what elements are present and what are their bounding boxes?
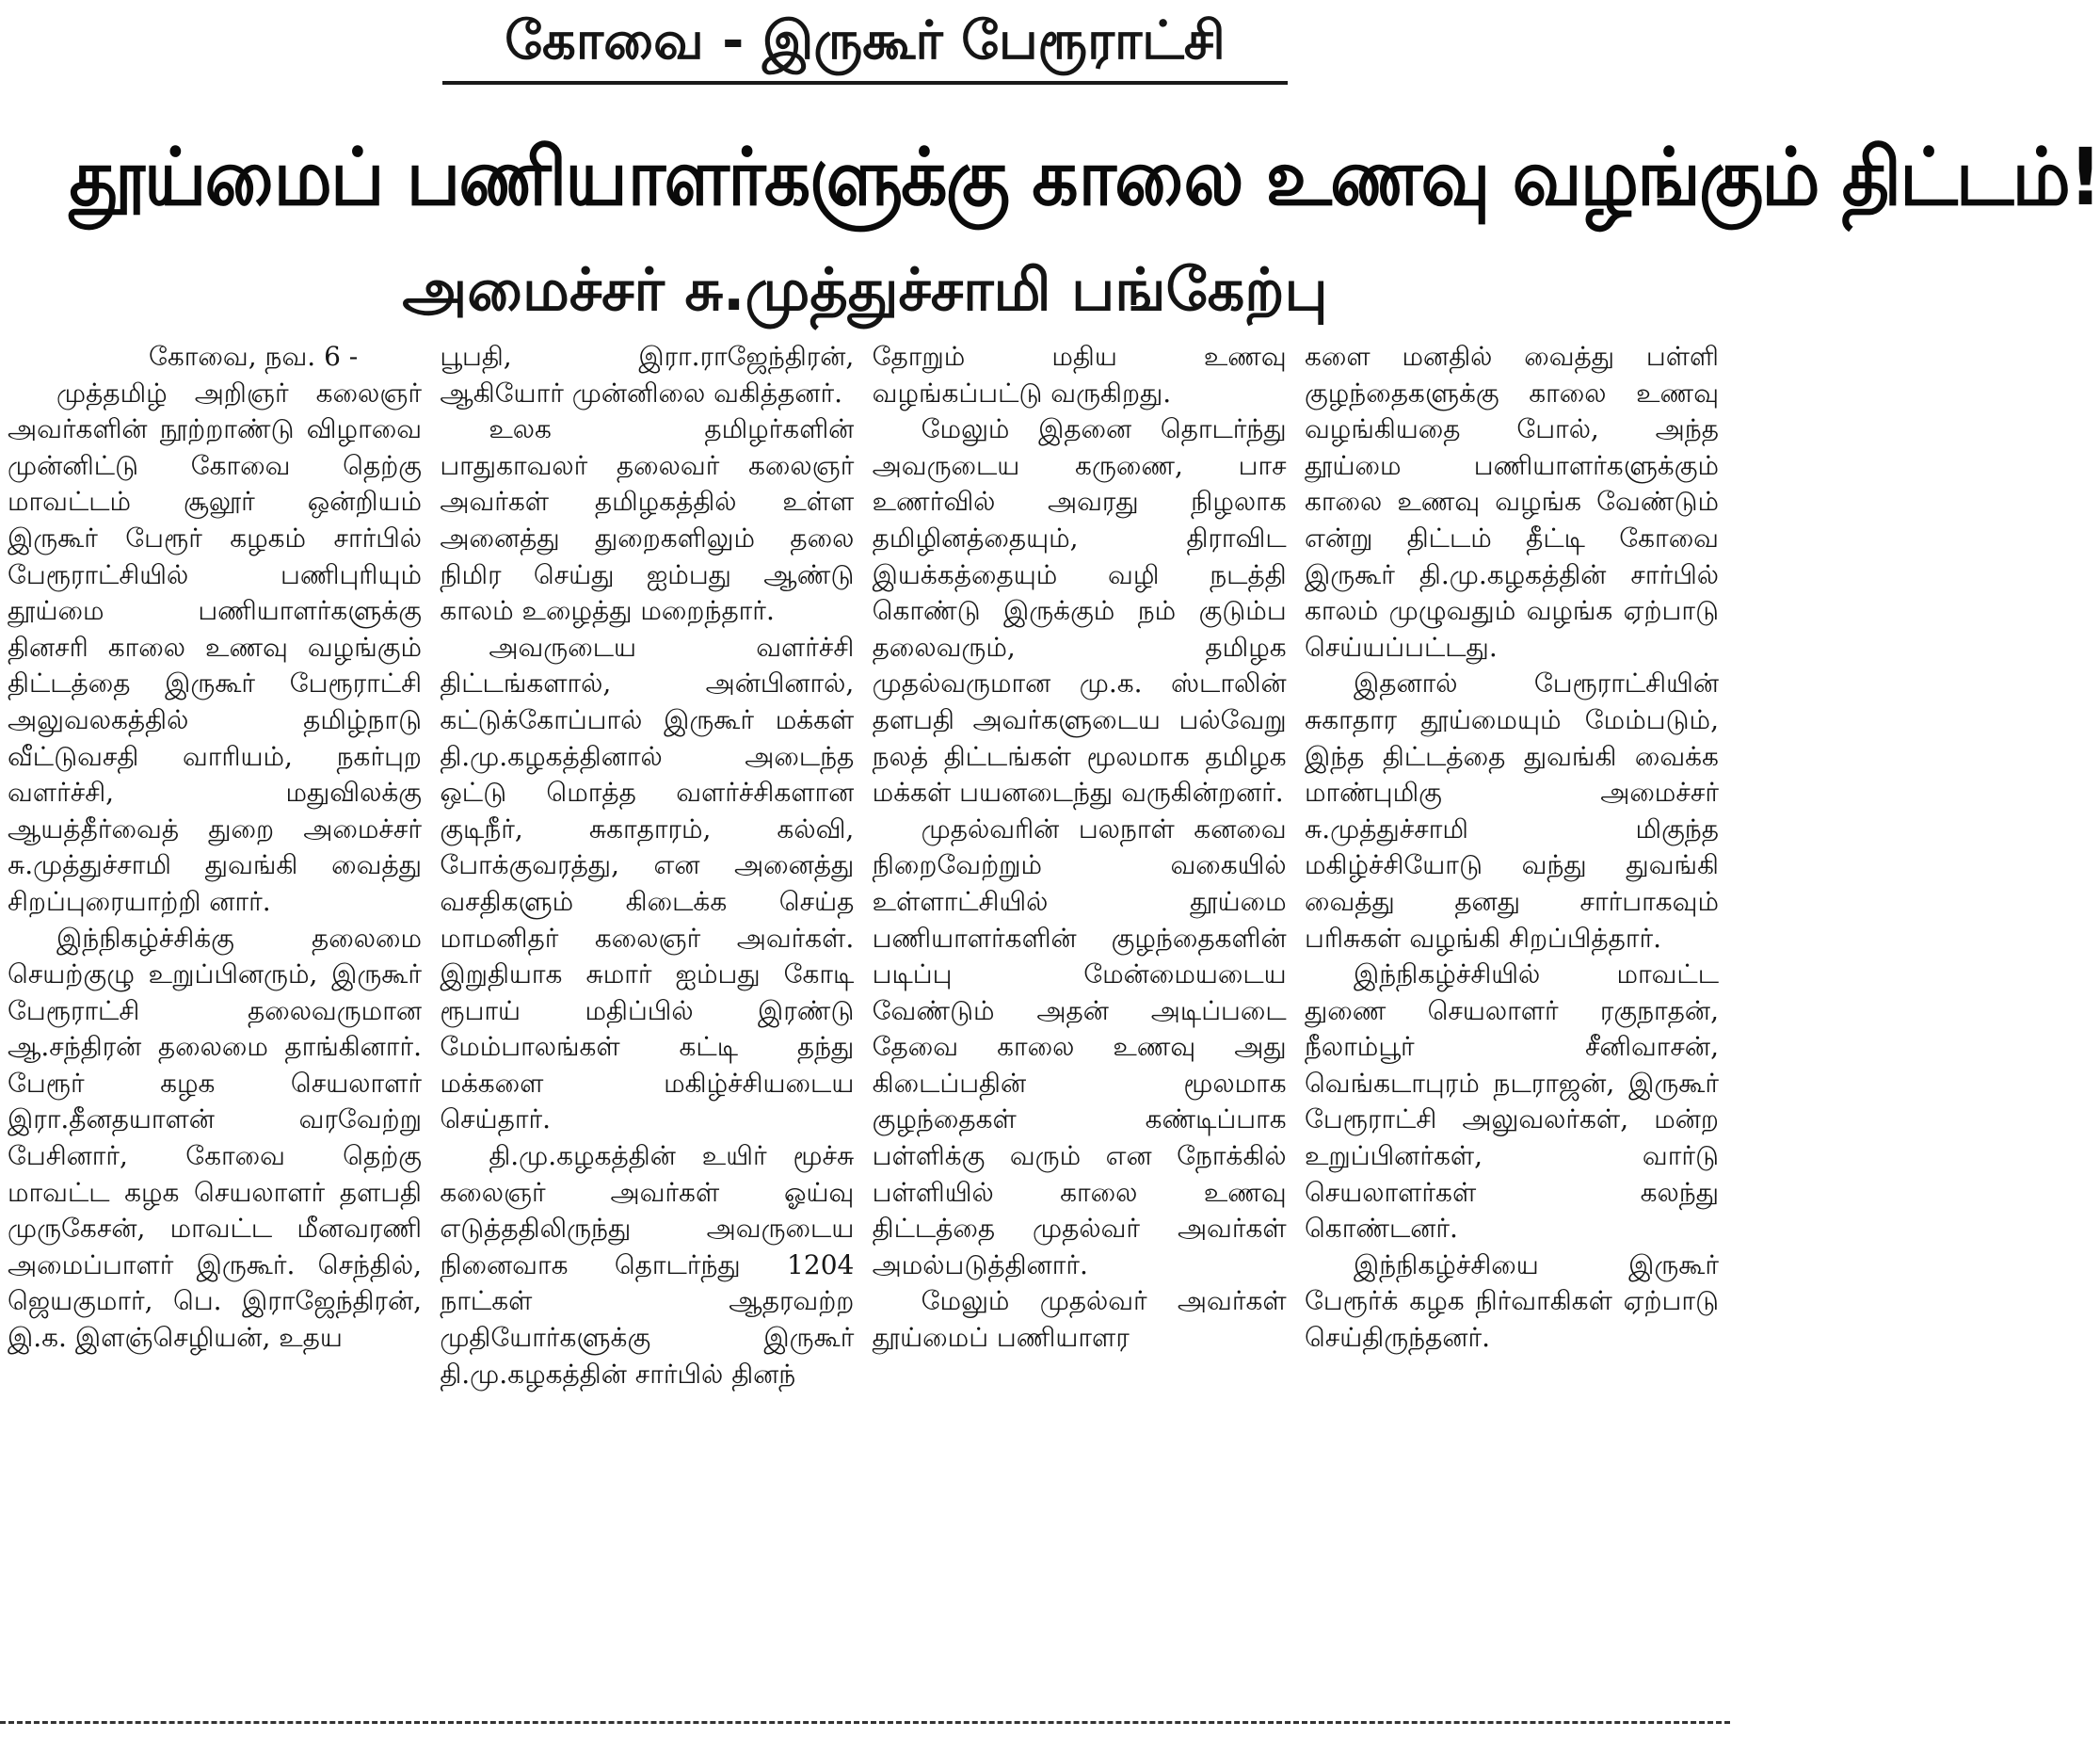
paragraph: தி.மு.கழகத்தின் உயிர் மூச்சு கலைஞர் அவர்கள் ஓய்வு எடுத்ததிலிருந்து அவருடைய நினைவாக தொடர்ந்து 1204 நாட்கள் ஆதரவற்ற முதியோர்களுக்கு இருகூர் தி.மு.கழகத்தின் சார்பில் தினந் [440,1140,855,1390]
paragraph: களை மனதில் வைத்து பள்ளி குழந்தைகளுக்கு காலை உணவு வழங்கியதை போல், அந்த தூய்மை பணியாளர்களுக்கும் காலை உணவு வழங்க வேண்டும் என்று திட்டம் தீட்டி கோவை இருகூர் தி.மு.கழகத்தின் சார்பில் காலம் முழுவதும் வழங்க ஏற்பாடு செய்யப்பட்டது. [1304,341,1719,663]
subheadline: அமைச்சர் சு.முத்துச்சாமி பங்கேற்பு [402,255,1328,324]
paragraph: இந்நிகழ்ச்சிக்கு தலைமை செயற்குழு உறுப்பினரும், இருகூர் பேரூராட்சி தலைவருமான ஆ.சந்திரன் தலைமை தாங்கினார். பேரூர் கழக செயலாளர் இரா.தீனதயாளன் வரவேற்று பேசினார், கோவை தெற்கு மாவட்ட கழக செயலாளர் தளபதி முருகேசன், மாவட்ட மீனவரணி அமைப்பாளர் இருகூர். செந்தில், ஜெயகுமார், பெ. இராஜேந்திரன், இ.க. இளஞ்செழியன், உதய [8,922,422,1354]
kicker-title: கோவை - இருகூர் பேரூராட்சி [505,10,1226,72]
paragraph: இந்நிகழ்ச்சியை இருகூர் பேரூர்க் கழக நிர்வாகிகள் ஏற்பாடு செய்திருந்தனர். [1304,1248,1719,1354]
dateline: கோவை, நவ. 6 - [149,341,359,372]
paragraph: பூபதி, இரா.ராஜேந்திரன், ஆகியோர் முன்னிலை வகித்தனர். [440,341,855,409]
paragraph: முதல்வரின் பலநாள் கனவை நிறைவேற்றும் வகையில் உள்ளாட்சியில் தூய்மை பணியாளர்களின் குழந்தைகளின் படிப்பு மேன்மையடைய வேண்டும் அதன் அடிப்படை தேவை காலை உணவு அது கிடைப்பதின் மூலமாக குழந்தைகள் கண்டிப்பாக பள்ளிக்கு வரும் என நோக்கில் பள்ளியில் காலை உணவு திட்டத்தை முதல்வர் அவர்கள் அமல்படுத்தினார். [872,813,1287,1280]
article-column-1 [8,339,422,1695]
article-column-2 [440,339,854,1695]
paragraph: இதனால் பேரூராட்சியின் சுகாதார தூய்மையும் மேம்படும், இந்த திட்டத்தை துவங்கி வைக்க மாண்புமிகு அமைச்சர் சு.முத்துச்சாமி மிகுந்த மகிழ்ச்சியோடு வந்து துவங்கி வைத்து தனது சார்பாகவும் பரிசுகள் வழங்கி சிறப்பித்தார். [1304,668,1719,954]
paragraph: தோறும் மதிய உணவு வழங்கப்பட்டு வருகிறது. [872,341,1287,409]
paragraph: மேலும் முதல்வர் அவர்கள் தூய்மைப் பணியாளர [872,1285,1287,1354]
paragraph: அவருடைய வளர்ச்சி திட்டங்களால், அன்பினால், கட்டுக்கோப்பால் இருகூர் மக்கள் தி.மு.கழகத்தினால் அடைந்த ஒட்டு மொத்த வளர்ச்சிகளான குடிநீர், சுகாதாரம், கல்வி, போக்குவரத்து, என அனைத்து வசதிகளும் கிடைக்க செய்த மாமனிதர் கலைஞர் அவர்கள். இறுதியாக சுமார் ஐம்பது கோடி ரூபாய் மதிப்பில் இரண்டு மேம்பாலங்கள் கட்டி தந்து மக்களை மகிழ்ச்சியடைய செய்தார். [440,631,855,1135]
paragraph: மேலும் இதனை தொடர்ந்து அவருடைய கருணை, பாச உணர்வில் அவரது நிழலாக தமிழினத்தையும், திராவிட இயக்கத்தையும் வழி நடத்தி கொண்டு இருக்கும் நம் குடும்ப தலைவரும், தமிழக முதல்வருமான மு.க. ஸ்டாலின் தளபதி அவர்களுடைய பல்வேறு நலத் திட்டங்கள் மூலமாக தமிழக மக்கள் பயனடைந்து வருகின்றனர். [872,413,1287,809]
paragraph: உலக தமிழர்களின் பாதுகாவலர் தலைவர் கலைஞர் அவர்கள் தமிழகத்தில் உள்ள அனைத்து துறைகளிலும் தலை நிமிர செய்து ஐம்பது ஆண்டு காலம் உழைத்து மறைந்தார். [440,413,855,627]
paragraph: முத்தமிழ் அறிஞர் கலைஞர் அவர்களின் நூற்றாண்டு விழாவை முன்னிட்டு கோவை தெற்கு மாவட்டம் சூலூர் ஒன்றியம் இருகூர் பேரூர் கழகம் சார்பில் பேரூராட்சியில் பணிபுரியும் தூய்மை பணியாளர்களுக்கு தினசரி காலை உணவு வழங்கும் திட்டத்தை இருகூர் பேரூராட்சி அலுவலகத்தில் தமிழ்நாடு வீட்டுவசதி வாரியம், நகர்புற வளர்ச்சி, மதுவிலக்கு ஆயத்தீர்வைத் துறை அமைச்சர் சு.முத்துச்சாமி துவங்கி வைத்து சிறப்புரையாற்றி னார். [8,377,422,917]
article-column-4 [1305,339,1719,1695]
paragraph: இந்நிகழ்ச்சியில் மாவட்ட துணை செயலாளர் ரகுநாதன், நீலாம்பூர் சீனிவாசன், வெங்கடாபுரம் நடராஜன், இருகூர் பேரூராட்சி அலுவலர்கள், மன்ற உறுப்பினர்கள், வார்டு செயலாளர்கள் கலந்து கொண்டனர். [1304,958,1719,1245]
article-body [8,339,1719,1695]
kicker-underline [442,81,1288,85]
bottom-dashed-rule [0,1721,1730,1724]
headline: தூய்மைப் பணியாளர்களுக்கு காலை உணவு வழங்கும் திட்டம்! [69,131,2100,223]
article-column-3 [873,339,1287,1695]
